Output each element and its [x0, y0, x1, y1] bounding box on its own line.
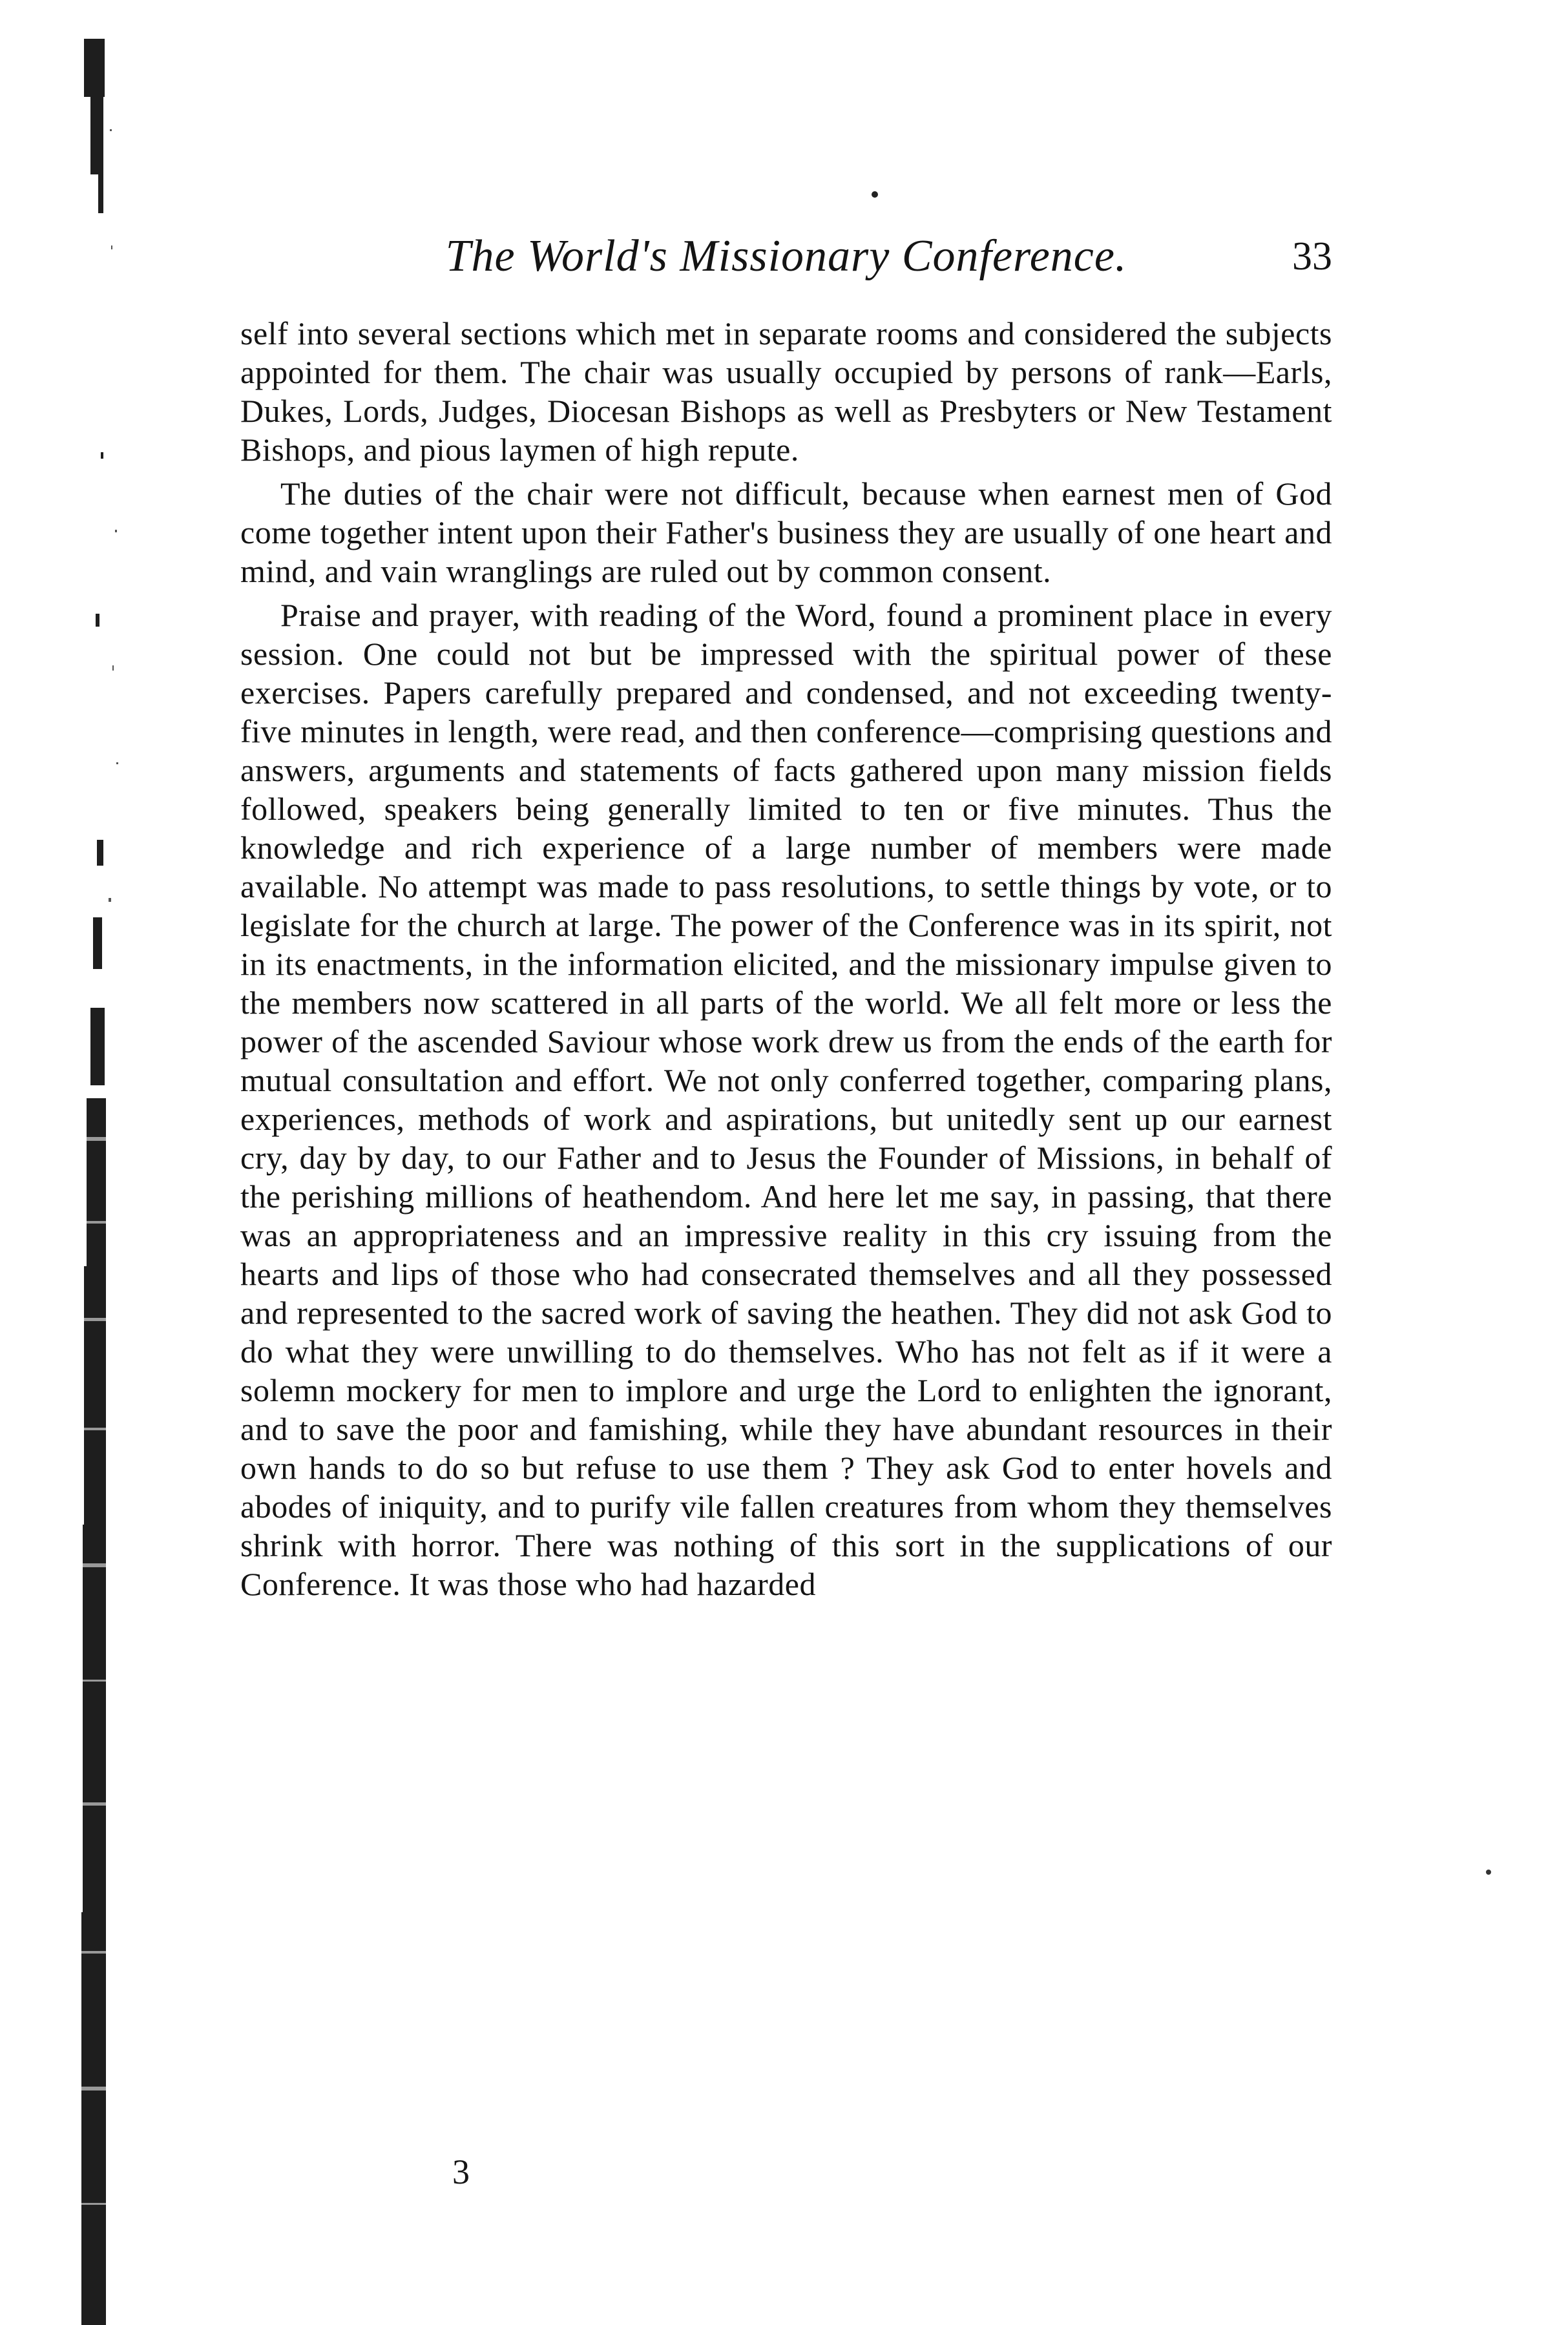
paragraph-continued: self into several sections which met in separate rooms and considered the subjects appointed for them. The chair was usually occupied by persons of rank—Earls, Dukes, Lords, Judges, Diocesan Bishops as well as Presbyters or New Testament Bishops, and pious laymen of high repute. [240, 315, 1332, 468]
paragraph-chair-duties: The duties of the chair were not difficult, because when earnest men of God come together intent upon their Father's business they are usually of one heart and mind, and vain wranglings are ruled out by common consent. [240, 475, 1332, 589]
signature-mark: 3 [452, 2153, 470, 2191]
body-text [240, 314, 1332, 1603]
page-header [240, 227, 1332, 286]
paragraph-praise-and-prayer: Praise and prayer, with reading of the Word, found a prominent place in every session. One could not but be impressed with the spiritual power of these exercises. Papers carefully prepared and condensed, and not exceeding twenty-five minutes in length, were read, and then conference—comprising questions and answers, arguments and statements of facts gathered upon many mission fields followed, speakers being generally limited to ten or five minutes. Thus the knowledge and rich experience of a large number of members were made available. No attempt was made to pass resolutions, to settle things by vote, or to legislate for the church at large. The power of the Conference was in its spirit, not in its enactments, in the information elicited, and the missionary impulse given to the members now scattered in all parts of the world. We all felt more or less the power of the ascended Saviour whose work drew us from the ends of the earth for mutual consultation and effort. We not only conferred together, comparing plans, experiences, methods of work and aspirations, but unitedly sent up our earnest cry, day by day, to our Father and to Jesus the Founder of Missions, in behalf of the perishing millions of heathendom. And here let me say, in passing, that there was an appropriateness and an impressive reality in this cry issuing from the hearts and lips of those who had consecrated themselves and all they possessed and represented to the sacred work of saving the heathen. They did not ask God to do what they were unwilling to do themselves. Who has not felt as if it were a solemn mockery for men to implore and urge the Lord to enlighten the ignorant, and to save the poor and famishing, while they have abundant resources in their own hands to do so but refuse to use them ? They ask God to enter hovels and abodes of iniquity, and to purify vile fallen creatures from whom they themselves shrink with horror. There was nothing of this sort in the supplications of our Conference. It was those who had hazarded [240, 597, 1332, 1602]
top-center-mark [872, 191, 878, 198]
margin-mark [1486, 1870, 1491, 1875]
scanned-binding-edge [39, 0, 129, 2325]
running-title: The World's Missionary Conference. [445, 231, 1127, 281]
page-number: 33 [1292, 235, 1332, 278]
